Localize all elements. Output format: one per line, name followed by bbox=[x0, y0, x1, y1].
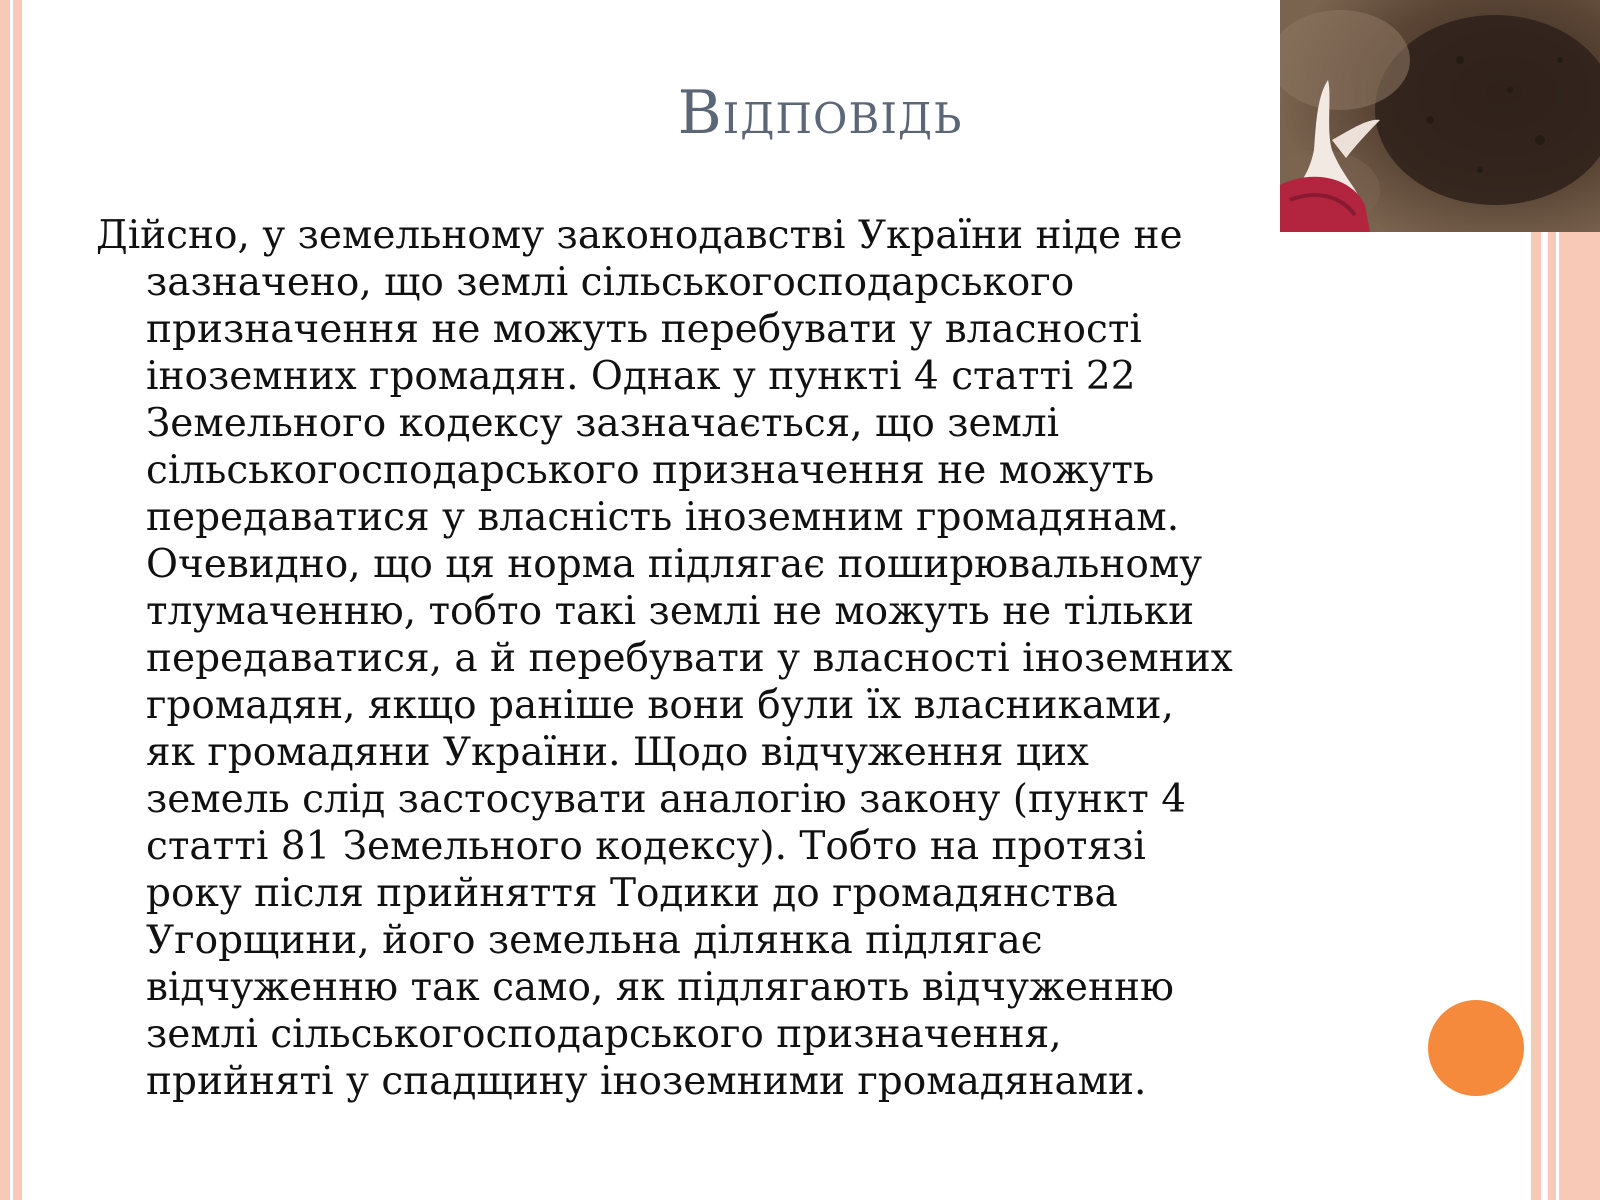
body-line: тлумаченню, тобто такі землі не можуть не тільки bbox=[146, 589, 1195, 634]
body-line: іноземних громадян. Однак у пункті 4 статті 22 bbox=[146, 354, 1136, 399]
body-line: земель слід застосувати аналогію закону (пункт 4 bbox=[146, 777, 1187, 822]
soil-hand-photo bbox=[1280, 0, 1600, 232]
slide-title: Відповідь bbox=[677, 78, 963, 148]
orange-circle-decoration bbox=[1428, 1000, 1524, 1096]
body-line: як громадяни України. Щодо відчуження цих bbox=[146, 730, 1089, 775]
body-line: Земельного кодексу зазначається, що землі bbox=[146, 401, 1060, 446]
body-line: призначення не можуть перебувати у власності bbox=[146, 307, 1142, 352]
body-line: передаватися, а й перебувати у власності іноземних bbox=[146, 636, 1233, 681]
right-border-stripe-thin bbox=[1531, 232, 1541, 1200]
slide-body-text bbox=[96, 212, 1396, 1105]
body-line: землі сільськогосподарського призначення, bbox=[146, 1012, 1062, 1057]
body-line: сільськогосподарського призначення не можуть bbox=[146, 448, 1155, 493]
body-line: Угорщини, його земельна ділянка підлягає bbox=[146, 918, 1043, 963]
body-line: відчуженню так само, як підлягають відчуженню bbox=[146, 965, 1174, 1010]
body-line: прийняті у спадщину іноземними громадянами. bbox=[146, 1059, 1147, 1104]
body-line: Очевидно, що ця норма підлягає поширювальному bbox=[146, 542, 1203, 587]
body-line: громадян, якщо раніше вони були їх власниками, bbox=[146, 683, 1174, 728]
body-line: Дійсно, у земельному законодавстві України ніде не bbox=[96, 213, 1183, 258]
body-line: зазначено, що землі сільськогосподарського bbox=[146, 260, 1075, 305]
left-border-line bbox=[10, 0, 13, 1200]
body-line: передаватися у власність іноземним громадянам. bbox=[146, 495, 1180, 540]
body-line: статті 81 Земельного кодексу). Тобто на протязі bbox=[146, 824, 1146, 869]
right-border-line bbox=[1556, 232, 1559, 1200]
body-line: року після прийняття Тодики до громадянства bbox=[146, 871, 1118, 916]
